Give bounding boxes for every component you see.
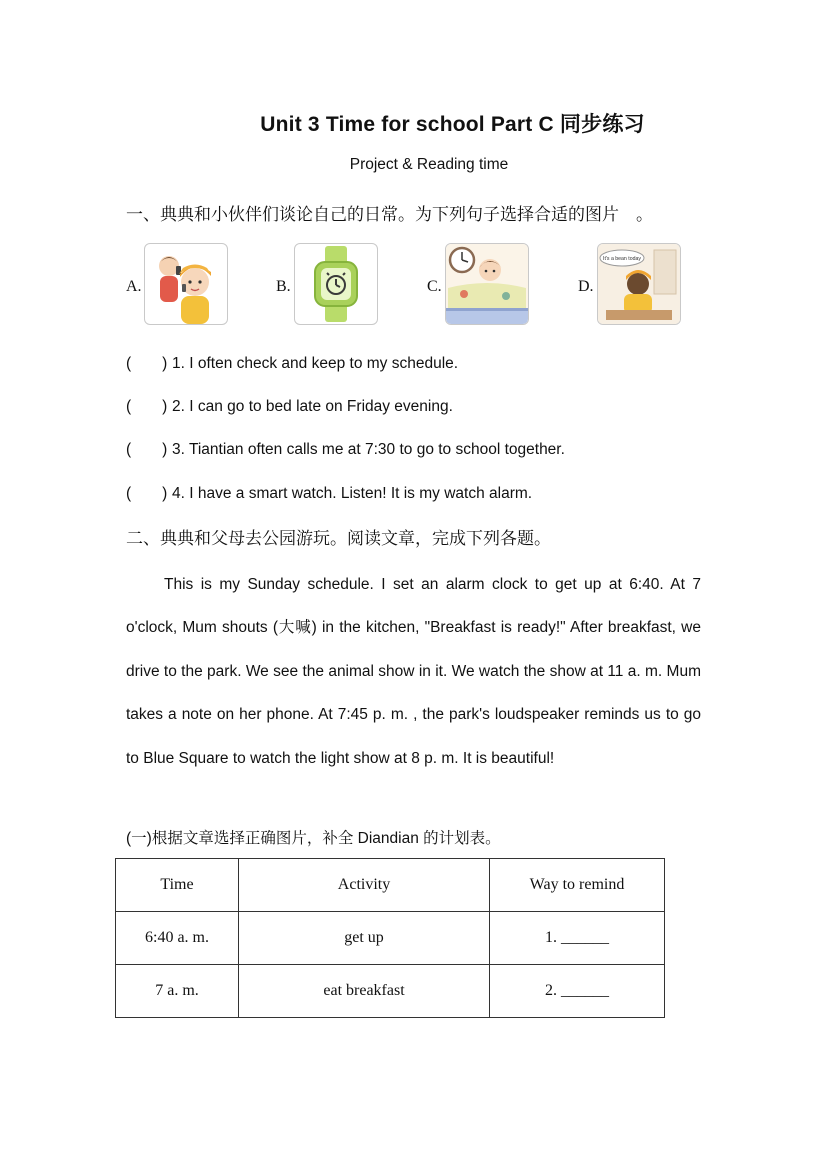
answer-blank[interactable]: ( )	[126, 398, 168, 415]
column-header-activity: Activity	[239, 859, 490, 912]
table-header-row	[116, 859, 665, 912]
question-text: 3. Tiantian often calls me at 7:30 to go to school together.	[172, 441, 565, 458]
answer-blank[interactable]: ( )	[126, 441, 168, 458]
boy-in-bed-clock-image	[445, 243, 529, 325]
speech-bubble-text: It's a bean today	[603, 256, 641, 262]
section-2-heading: 二、典典和父母去公园游玩。阅读文章，完成下列各题。	[126, 529, 551, 548]
answer-blank[interactable]: ( )	[126, 485, 168, 502]
picture-choices	[0, 240, 827, 330]
schedule-table	[115, 858, 665, 1018]
page-subtitle: Project & Reading time	[349, 156, 509, 173]
reading-passage: This is my Sunday schedule. I set an alarm clock to get up at 6:40. At 7 o'clock, Mum shouts (大喊) in the kitchen, "Breakfast is ready!" After breakfast, we drive to the park. We see the animal show in it. We watch the show at 11 a. m. Mum takes a note on her phone. At 7:45 p. m. , the park's loudspeaker reminds us to go to Blue Square to watch the light show at 8 p. m. It is beautiful!	[126, 576, 701, 767]
table-cell: 7 a. m.	[116, 965, 239, 1018]
question-item-1	[126, 351, 458, 373]
table-row	[116, 965, 665, 1018]
friends-phone-call-image	[144, 243, 228, 325]
table-cell: get up	[239, 912, 490, 965]
question-text: 1. I often check and keep to my schedule.	[172, 355, 459, 372]
answer-blank[interactable]: ( )	[126, 355, 168, 372]
answer-cell[interactable]: 2. ______	[490, 965, 665, 1018]
answer-cell[interactable]: 1. ______	[490, 912, 665, 965]
section-1-heading: 一、典典和小伙伴们谈论自己的日常。为下列句子选择合适的图片 。	[126, 205, 653, 224]
smart-watch-image	[294, 243, 378, 325]
page-title: Unit 3 Time for school Part C 同步练习	[260, 113, 645, 136]
column-header-time: Time	[116, 859, 239, 912]
choice-c-letter: C.	[427, 278, 442, 295]
choice-d-letter: D.	[578, 278, 594, 295]
question-item-3	[126, 437, 565, 459]
section-2-sub-heading: (一)根据文章选择正确图片，补全 Diandian 的计划表。	[126, 830, 501, 847]
question-item-2	[126, 394, 453, 416]
table-cell: eat breakfast	[239, 965, 490, 1018]
question-text: 4. I have a smart watch. Listen! It is my watch alarm.	[172, 485, 533, 502]
question-text: 2. I can go to bed late on Friday evening.	[172, 398, 453, 415]
choice-b-letter: B.	[276, 278, 291, 295]
choice-a-letter: A.	[126, 278, 142, 295]
boy-reading-note-image	[597, 243, 681, 325]
table-cell: 6:40 a. m.	[116, 912, 239, 965]
question-item-4	[126, 481, 532, 503]
table-row	[116, 912, 665, 965]
column-header-way-to-remind: Way to remind	[490, 859, 665, 912]
